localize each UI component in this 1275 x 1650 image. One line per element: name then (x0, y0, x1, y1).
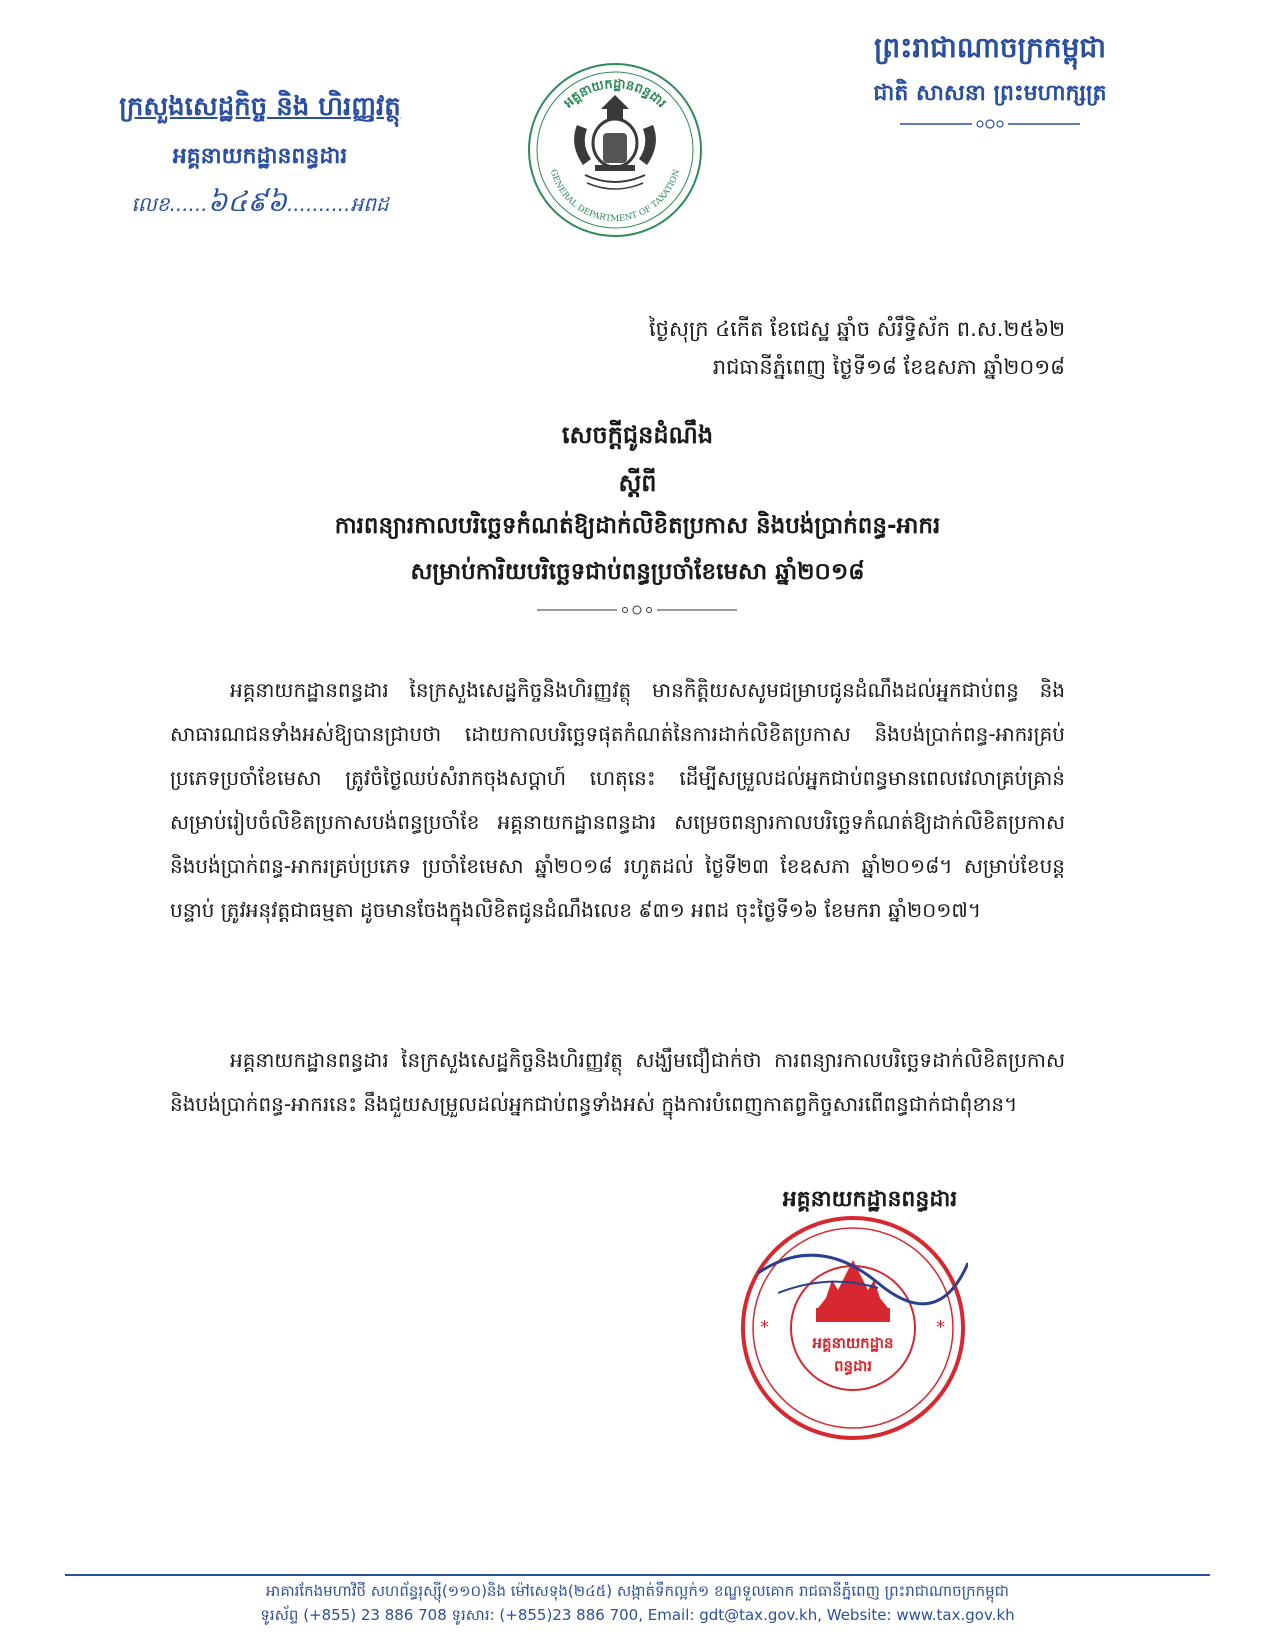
solar-date: រាជធានីភ្នំពេញ ថ្ងៃទី១៨ ខែឧសភា ឆ្នាំ២០១៨ (712, 355, 1065, 379)
ref-number: ៦៤៩៦ (207, 185, 287, 218)
ministry-name: ក្រសួងសេដ្ឋកិច្ច និង ហិរញ្ញវត្ថុ (119, 92, 401, 122)
body-paragraph-2: អគ្គនាយកដ្ឋានពន្ធដារ នៃក្រសួងសេដ្ឋកិច្ចនិងហិរញ្ញវត្ថុ សង្ឃឹមជឿជាក់ថា ការពន្យារកាលបរិច្ឆេទដាក់លិខិតប្រកាស និងបង់ប្រាក់ពន្ធ-អាករនេះ នឹងជួយសម្រួលដល់អ្នកជាប់ពន្ធទាំងអស់ ក្នុងការបំពេញកាតព្វកិច្ចសារពើពន្ធជាក់ជាពុំខាន។ (170, 1048, 1065, 1116)
seal-center-text-1: អគ្គនាយកដ្ឋាន (812, 1334, 894, 1352)
footer-contact: ទូរស័ព្ទ (+855) 23 886 708 ទូរសារ: (+855)23 886 700, Email: gdt@tax.gov.kh, Website: www.tax.gov.kh (260, 1606, 1015, 1624)
svg-text:*: * (936, 1317, 945, 1338)
kingdom-name: ព្រះរាជាណាចក្រកម្ពុជា (873, 31, 1106, 64)
footer-address: អាគារកែងមហាវិថី សហព័ន្ធរុស្ស៊ី(១១០)និង ម៉ៅសេទុង(២៤៥) សង្កាត់ទឹកល្អក់១ ខណ្ឌទួលគោក រាជធានីភ្នំពេញ ព្រះរាជាណាចក្រកម្ពុជា (266, 1582, 1009, 1600)
notice-subject-line1: ការពន្យារកាលបរិច្ឆេទកំណត់ឱ្យដាក់លិខិតប្រកាស និងបង់ប្រាក់ពន្ធ-អាករ (334, 513, 941, 539)
logo-top-text: អគ្គនាយកដ្ឋានពន្ធដារ (561, 76, 669, 112)
signatory-title: អគ្គនាយកដ្ឋានពន្ធដារ (782, 1187, 958, 1212)
notice-title: សេចក្តីជូនដំណឹង (561, 421, 714, 449)
department-name: អគ្គនាយកដ្ឋានពន្ធដារ (172, 144, 348, 169)
gdt-logo-icon (525, 55, 705, 245)
notice-subject-label: ស្តីពី (618, 469, 657, 497)
seal-center-text-2: ពន្ធដារ (833, 1357, 873, 1375)
reference-number: លេខ......៦៤៩៦..........អពដ (131, 185, 389, 218)
ref-prefix: លេខ (131, 192, 170, 216)
notice-subject-line2: សម្រាប់ការិយបរិច្ឆេទជាប់ពន្ធប្រចាំខែមេសា ឆ្នាំ២០១៨ (410, 559, 865, 585)
body-paragraph-1: អគ្គនាយកដ្ឋានពន្ធដារ នៃក្រសួងសេដ្ឋកិច្ចនិងហិរញ្ញវត្ថុ មានកិត្តិយសសូមជម្រាបជូនដំណឹងដល់អ្នកជាប់ពន្ធ និងសាធារណជនទាំងអស់ឱ្យបានជ្រាបថា ដោយកាលបរិច្ឆេទផុតកំណត់នៃការដាក់លិខិតប្រកាស និងបង់ប្រាក់ពន្ធ-អាករគ្រប់ប្រភេទប្រចាំខែមេសា ត្រូវចំថ្ងៃឈប់សំរាកចុងសប្តាហ៍ ហេតុនេះ ដើម្បីសម្រួលដល់អ្នកជាប់ពន្ធមានពេលវេលាគ្រប់គ្រាន់សម្រាប់រៀបចំលិខិតប្រកាសបង់ពន្ធប្រចាំខែ អគ្គនាយកដ្ឋានពន្ធដារ សម្រេចពន្យារកាលបរិច្ឆេទកំណត់ឱ្យដាក់លិខិតប្រកាស និងបង់ប្រាក់ពន្ធ-អាករគ្រប់ប្រភេទ ប្រចាំខែមេសា ឆ្នាំ២០១៨ រហូតដល់ ថ្ងៃទី២៣ ខែឧសភា ឆ្នាំ២០១៨។ សម្រាប់ខែបន្តបន្ទាប់ ត្រូវអនុវត្តជាធម្មតា ដូចមានចែងក្នុងលិខិតជូនដំណឹងលេខ ៩៣១ អពដ ចុះថ្ងៃទី១៦ ខែមករា ឆ្នាំ២០១៧។ (170, 678, 1065, 922)
logo-bottom-text: GENERAL DEPARTMENT OF TAXATION (547, 168, 683, 225)
footer-divider (65, 1574, 1210, 1576)
svg-text:GENERAL DEPARTMENT OF TAXATION (548, 168, 683, 224)
svg-text:*: * (760, 1317, 769, 1338)
ministry-header (90, 90, 430, 225)
ornament-icon (900, 117, 1080, 131)
kingdom-header (820, 30, 1160, 131)
title-divider-icon (537, 603, 737, 617)
national-motto: ជាតិ សាសនា ព្រះមហាក្សត្រ (873, 81, 1107, 106)
ref-suffix: អពដ (350, 192, 389, 216)
document-date (649, 310, 1065, 386)
official-seal-icon (738, 1213, 968, 1443)
lunar-date: ថ្ងៃសុក្រ ៤កើត ខែជេស្ឋ ឆ្នាំច សំរឹទ្ធិស័ក ព.ស.២៥៦២ (649, 317, 1065, 341)
